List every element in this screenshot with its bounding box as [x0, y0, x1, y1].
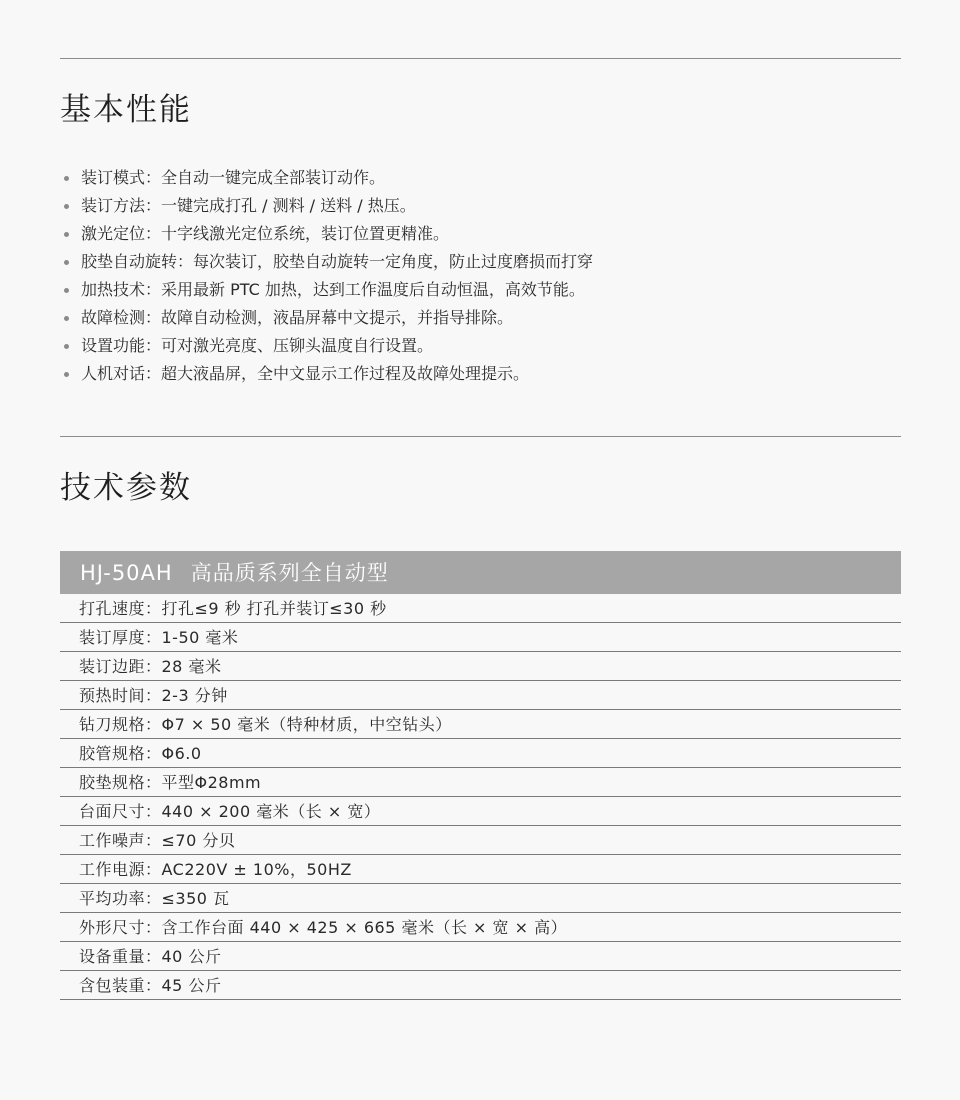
- bullet-icon: [64, 344, 69, 349]
- list-item: 人机对话：超大液晶屏，全中文显示工作过程及故障处理提示。: [62, 360, 593, 388]
- table-row: 外形尺寸：含工作台面 440 × 425 × 665 毫米（长 × 宽 × 高）: [60, 913, 901, 942]
- bullet-icon: [64, 260, 69, 265]
- feature-list: [62, 164, 593, 388]
- spec-table: [60, 551, 901, 1000]
- table-row: 工作电源：AC220V ± 10%，50HZ: [60, 855, 901, 884]
- model-name: HJ-50AH: [80, 561, 173, 585]
- middle-divider: [60, 436, 901, 437]
- top-divider: [60, 58, 901, 59]
- table-row: 胶垫规格：平型Φ28mm: [60, 768, 901, 797]
- series-name: 高品质系列全自动型: [190, 561, 389, 585]
- table-row: 台面尺寸：440 × 200 毫米（长 × 宽）: [60, 797, 901, 826]
- list-item: 故障检测：故障自动检测，液晶屏幕中文提示，并指导排除。: [62, 304, 593, 332]
- list-item: 胶垫自动旋转：每次装订，胶垫自动旋转一定角度，防止过度磨损而打穿: [62, 248, 593, 276]
- table-row: 装订厚度：1-50 毫米: [60, 623, 901, 652]
- spec-table-header: [60, 551, 901, 594]
- table-row: 平均功率：≤350 瓦: [60, 884, 901, 913]
- table-row: 预热时间：2-3 分钟: [60, 681, 901, 710]
- list-item: 设置功能：可对激光亮度、压铆头温度自行设置。: [62, 332, 593, 360]
- table-row: 装订边距：28 毫米: [60, 652, 901, 681]
- list-item: 加热技术：采用最新 PTC 加热，达到工作温度后自动恒温，高效节能。: [62, 276, 593, 304]
- list-item: 装订方法：一键完成打孔 / 测料 / 送料 / 热压。: [62, 192, 593, 220]
- list-item: 激光定位：十字线激光定位系统，装订位置更精准。: [62, 220, 593, 248]
- table-row: 含包装重：45 公斤: [60, 971, 901, 1000]
- bullet-icon: [64, 232, 69, 237]
- bullet-icon: [64, 288, 69, 293]
- tech-specs-title: 技术参数: [60, 470, 192, 506]
- basic-performance-title: 基本性能: [60, 92, 192, 128]
- bullet-icon: [64, 316, 69, 321]
- table-row: 打孔速度：打孔≤9 秒 打孔并装订≤30 秒: [60, 594, 901, 623]
- table-row: 钻刀规格：Φ7 × 50 毫米（特种材质，中空钻头）: [60, 710, 901, 739]
- table-row: 胶管规格：Φ6.0: [60, 739, 901, 768]
- table-row: 设备重量：40 公斤: [60, 942, 901, 971]
- bullet-icon: [64, 372, 69, 377]
- table-row: 工作噪声：≤70 分贝: [60, 826, 901, 855]
- bullet-icon: [64, 204, 69, 209]
- bullet-icon: [64, 176, 69, 181]
- list-item: 装订模式：全自动一键完成全部装订动作。: [62, 164, 593, 192]
